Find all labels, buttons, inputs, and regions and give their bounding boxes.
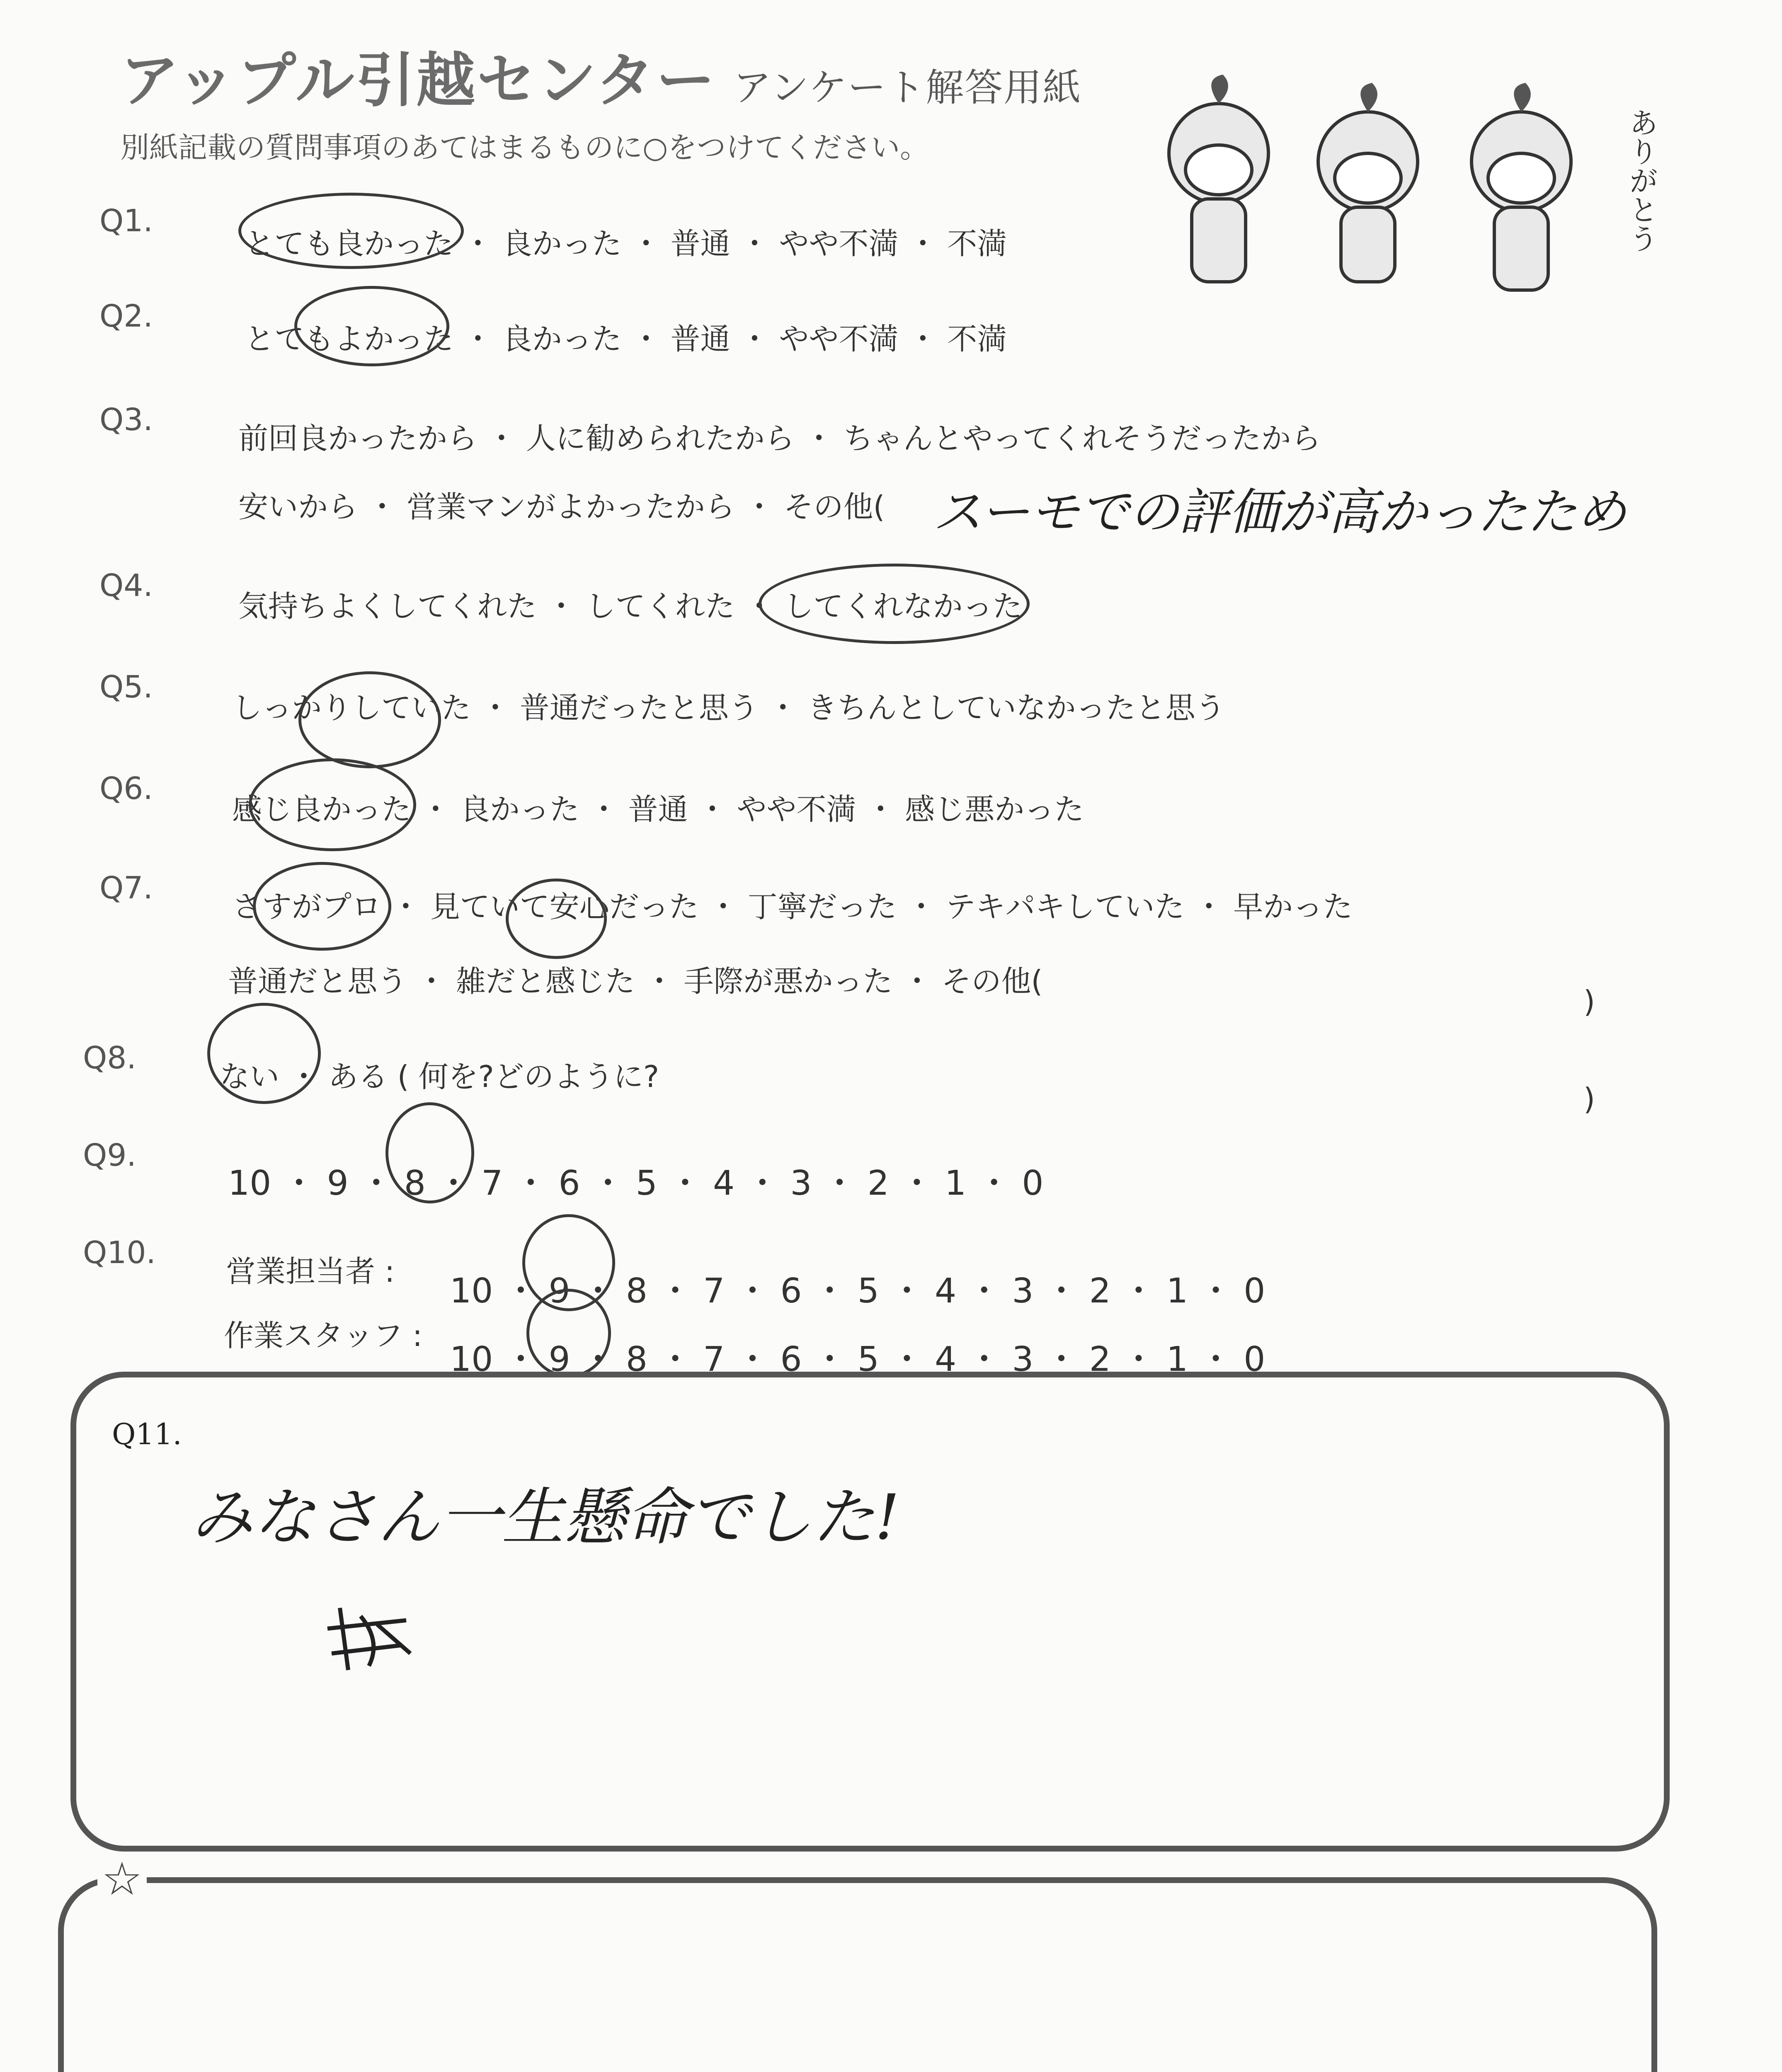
q9-scale: 10 ・ 9 ・ 8 ・ 7 ・ 6 ・ 5 ・ 4 ・ 3 ・ 2 ・ 1 ・ 0 (228, 1164, 1044, 1203)
q10-sales-scale: 10 ・ 9 ・ 8 ・ 7 ・ 6 ・ 5 ・ 4 ・ 3 ・ 2 ・ 1 ・ 0 (450, 1271, 1266, 1311)
form-title (120, 33, 1081, 118)
q8-label: Q8. (83, 1040, 136, 1076)
q5-circle-mark (298, 671, 441, 768)
q1-label: Q1. (99, 203, 153, 239)
q7-circle-mark-1 (253, 862, 391, 951)
q7-line2: 普通だと思う ・ 雑だと感じた ・ 手際が悪かった ・ その他( (228, 964, 1043, 999)
q10-label: Q10. (83, 1235, 156, 1271)
q10-staff-circle-mark (526, 1289, 611, 1377)
q3-label: Q3. (99, 402, 153, 438)
q11-handwritten-comment: みなさん一生懸命でした! (191, 1481, 900, 1554)
company-name: アップル引越センター (120, 46, 717, 115)
star-handwritten-comment (203, 2064, 986, 2072)
q7-close-paren: ) (1583, 984, 1595, 1019)
q9-label: Q9. (83, 1138, 136, 1173)
q7-label: Q7. (99, 870, 153, 906)
q8-circle-mark (207, 1003, 321, 1104)
q6-label: Q6. (99, 771, 153, 806)
q4-options: 気持ちよくしてくれた ・ してくれた ・ してくれなかった (238, 589, 1023, 624)
q4-label: Q4. (99, 568, 153, 603)
q8-close-paren: ) (1583, 1082, 1595, 1116)
q7-line1: さすがプロ ・ 見ていて安心だった ・ 丁寧だった ・ テキパキしていた ・ 早かった (232, 889, 1353, 924)
instruction-text: 別紙記載の質問事項のあてはまるものに○をつけてください。 (120, 131, 929, 165)
q11-scribble-mark (323, 1604, 415, 1674)
mascot-illustration (1152, 75, 1683, 307)
q2-label: Q2. (99, 298, 153, 334)
q3-line2: 安いから ・ 営業マンがよかったから ・ その他( (238, 489, 885, 524)
q11-label: Q11. (112, 1417, 182, 1451)
star-symbol: ☆ (97, 1852, 147, 1905)
q2-circle-mark (294, 286, 449, 366)
q3-line1: 前回良かったから ・ 人に勧められたから ・ ちゃんとやってくれそうだったから (238, 421, 1321, 456)
q4-circle-mark (759, 564, 1030, 644)
q5-label: Q5. (99, 669, 153, 705)
q6-circle-mark (249, 758, 416, 851)
q5-options: しっかりしていた ・ 普通だったと思う ・ きちんとしていなかったと思う (232, 690, 1225, 725)
q10-sales-label: 営業担当者 : (226, 1254, 395, 1289)
q10-staff-scale: 10 ・ 9 ・ 8 ・ 7 ・ 6 ・ 5 ・ 4 ・ 3 ・ 2 ・ 1 ・ 0 (450, 1340, 1266, 1379)
q6-options: 感じ良かった ・ 良かった ・ 普通 ・ やや不満 ・ 感じ悪かった (232, 792, 1084, 827)
q1-circle-mark (238, 193, 464, 269)
q3-handwritten-answer: スーモでの評価が高かったため (933, 484, 1627, 541)
q8-options: ない ・ ある ( 何を?どのように? (220, 1059, 659, 1094)
q9-circle-mark (385, 1102, 474, 1203)
q11-comment-box (70, 1372, 1670, 1852)
mascot-caption: ありがとう (1624, 108, 1658, 253)
q1-options: とても良かった ・ 良かった ・ 普通 ・ やや不満 ・ 不満 (245, 226, 1007, 261)
q2-options: とてもよかった ・ 良かった ・ 普通 ・ やや不満 ・ 不満 (245, 322, 1007, 356)
star-comment-box (58, 1877, 1657, 2072)
form-subtitle: アンケート解答用紙 (733, 65, 1082, 110)
q7-circle-mark-2 (506, 879, 607, 959)
q10-staff-label: 作業スタッフ : (224, 1318, 423, 1353)
